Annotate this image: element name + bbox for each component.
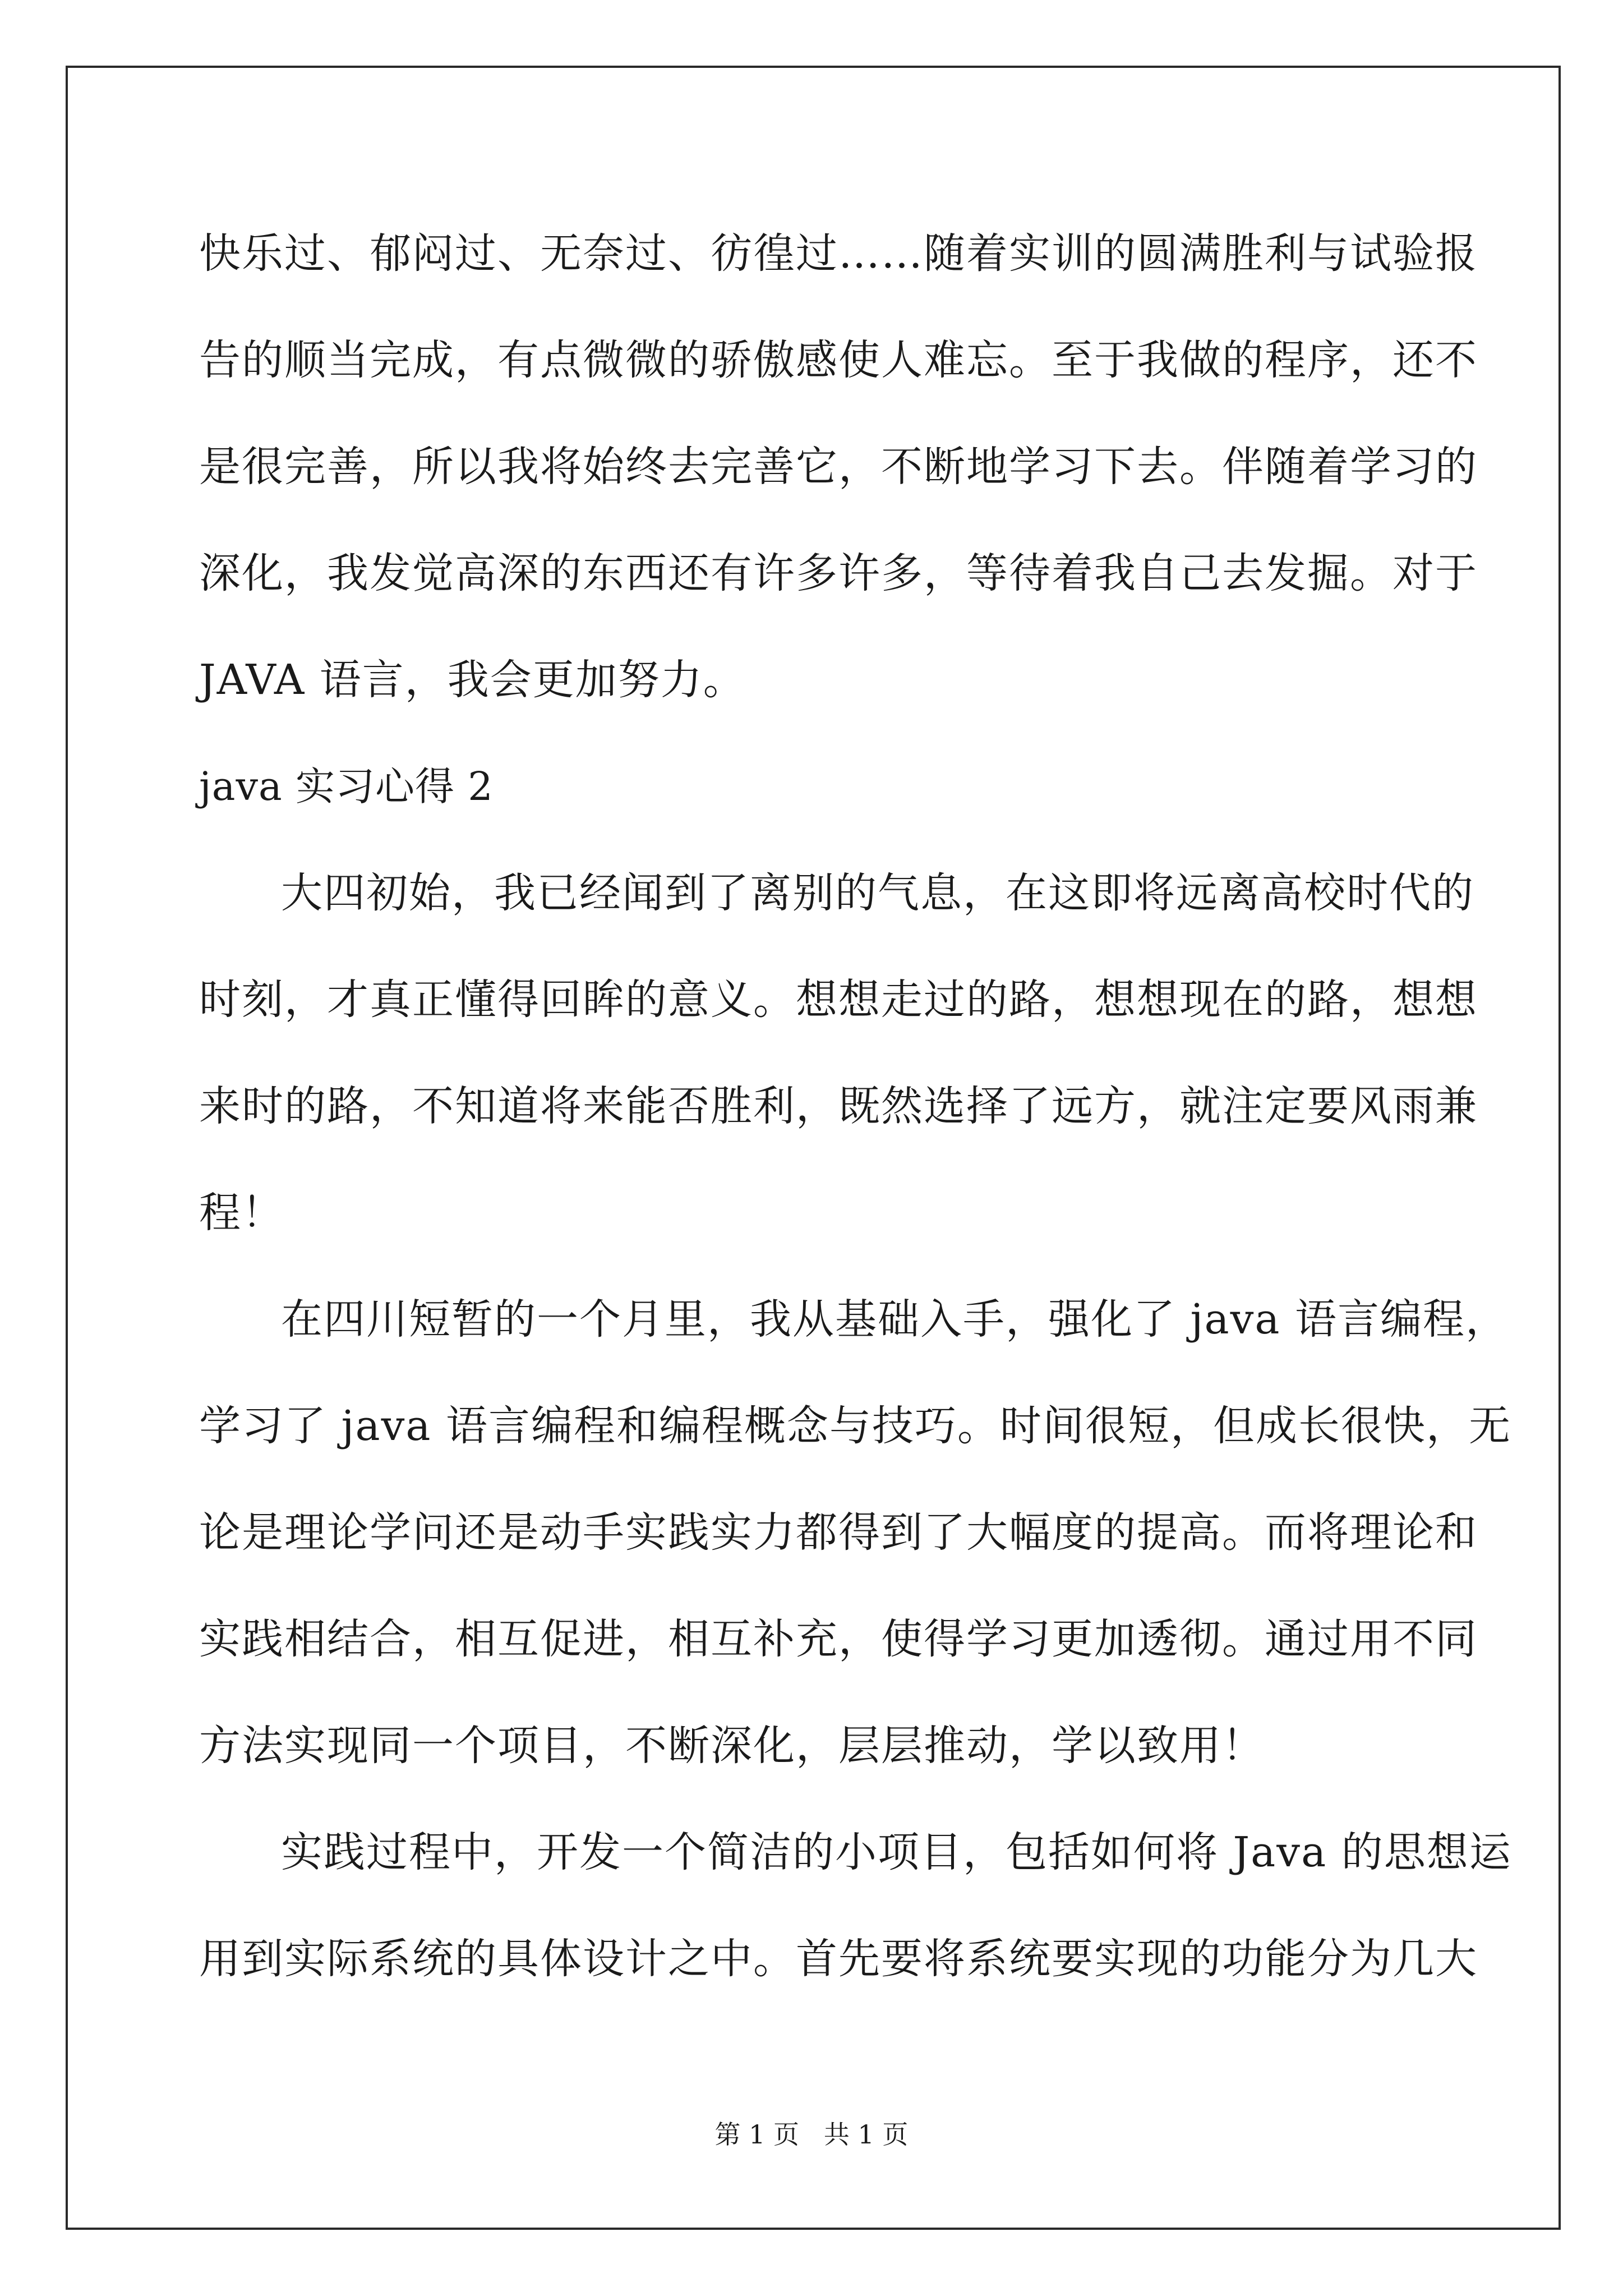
page-border: [66, 66, 1561, 2230]
text-line: 是很完善，所以我将始终去完善它，不断地学习下去。伴随着学习的: [199, 443, 1478, 491]
paragraph-first-line: 实践过程中，开发一个简洁的小项目，包括如何将 Java 的思想运: [281, 1828, 1512, 1876]
text-line: 告的顺当完成，有点微微的骄傲感使人难忘。至于我做的程序，还不: [199, 336, 1478, 384]
text-line: 论是理论学问还是动手实践实力都得到了大幅度的提高。而将理论和: [199, 1508, 1478, 1557]
text-line: 深化，我发觉高深的东西还有许多许多，等待着我自己去发掘。对于: [199, 549, 1478, 597]
text-line: 用到实际系统的具体设计之中。首先要将系统要实现的功能分为几大: [199, 1935, 1478, 1983]
page-footer: 第 1 页 共 1 页: [714, 2119, 909, 2150]
text-line: JAVA 语言，我会更加努力。: [199, 656, 746, 704]
text-line: 时刻，才真正懂得回眸的意义。想想走过的路，想想现在的路，想想: [199, 976, 1478, 1024]
text-line: 来时的路，不知道将来能否胜利，既然选择了远方，就注定要风雨兼: [199, 1082, 1478, 1130]
text-line: 快乐过、郁闷过、无奈过、彷徨过……随着实训的圆满胜利与试验报: [199, 229, 1478, 278]
paragraph-first-line: 在四川短暂的一个月里，我从基础入手，强化了 java 语言编程，: [281, 1295, 1509, 1343]
text-line: 学习了 java 语言编程和编程概念与技巧。时间很短，但成长很快，无: [199, 1402, 1512, 1450]
text-line: 程！: [199, 1189, 284, 1237]
paragraph-first-line: 大四初始，我已经闻到了离别的气息，在这即将远离高校时代的: [281, 869, 1474, 917]
text-line: 实践相结合，相互促进，相互补充，使得学习更加透彻。通过用不同: [199, 1615, 1478, 1663]
section-heading: java 实习心得 2: [199, 763, 494, 809]
text-line: 方法实现同一个项目，不断深化，层层推动，学以致用！: [199, 1722, 1265, 1770]
